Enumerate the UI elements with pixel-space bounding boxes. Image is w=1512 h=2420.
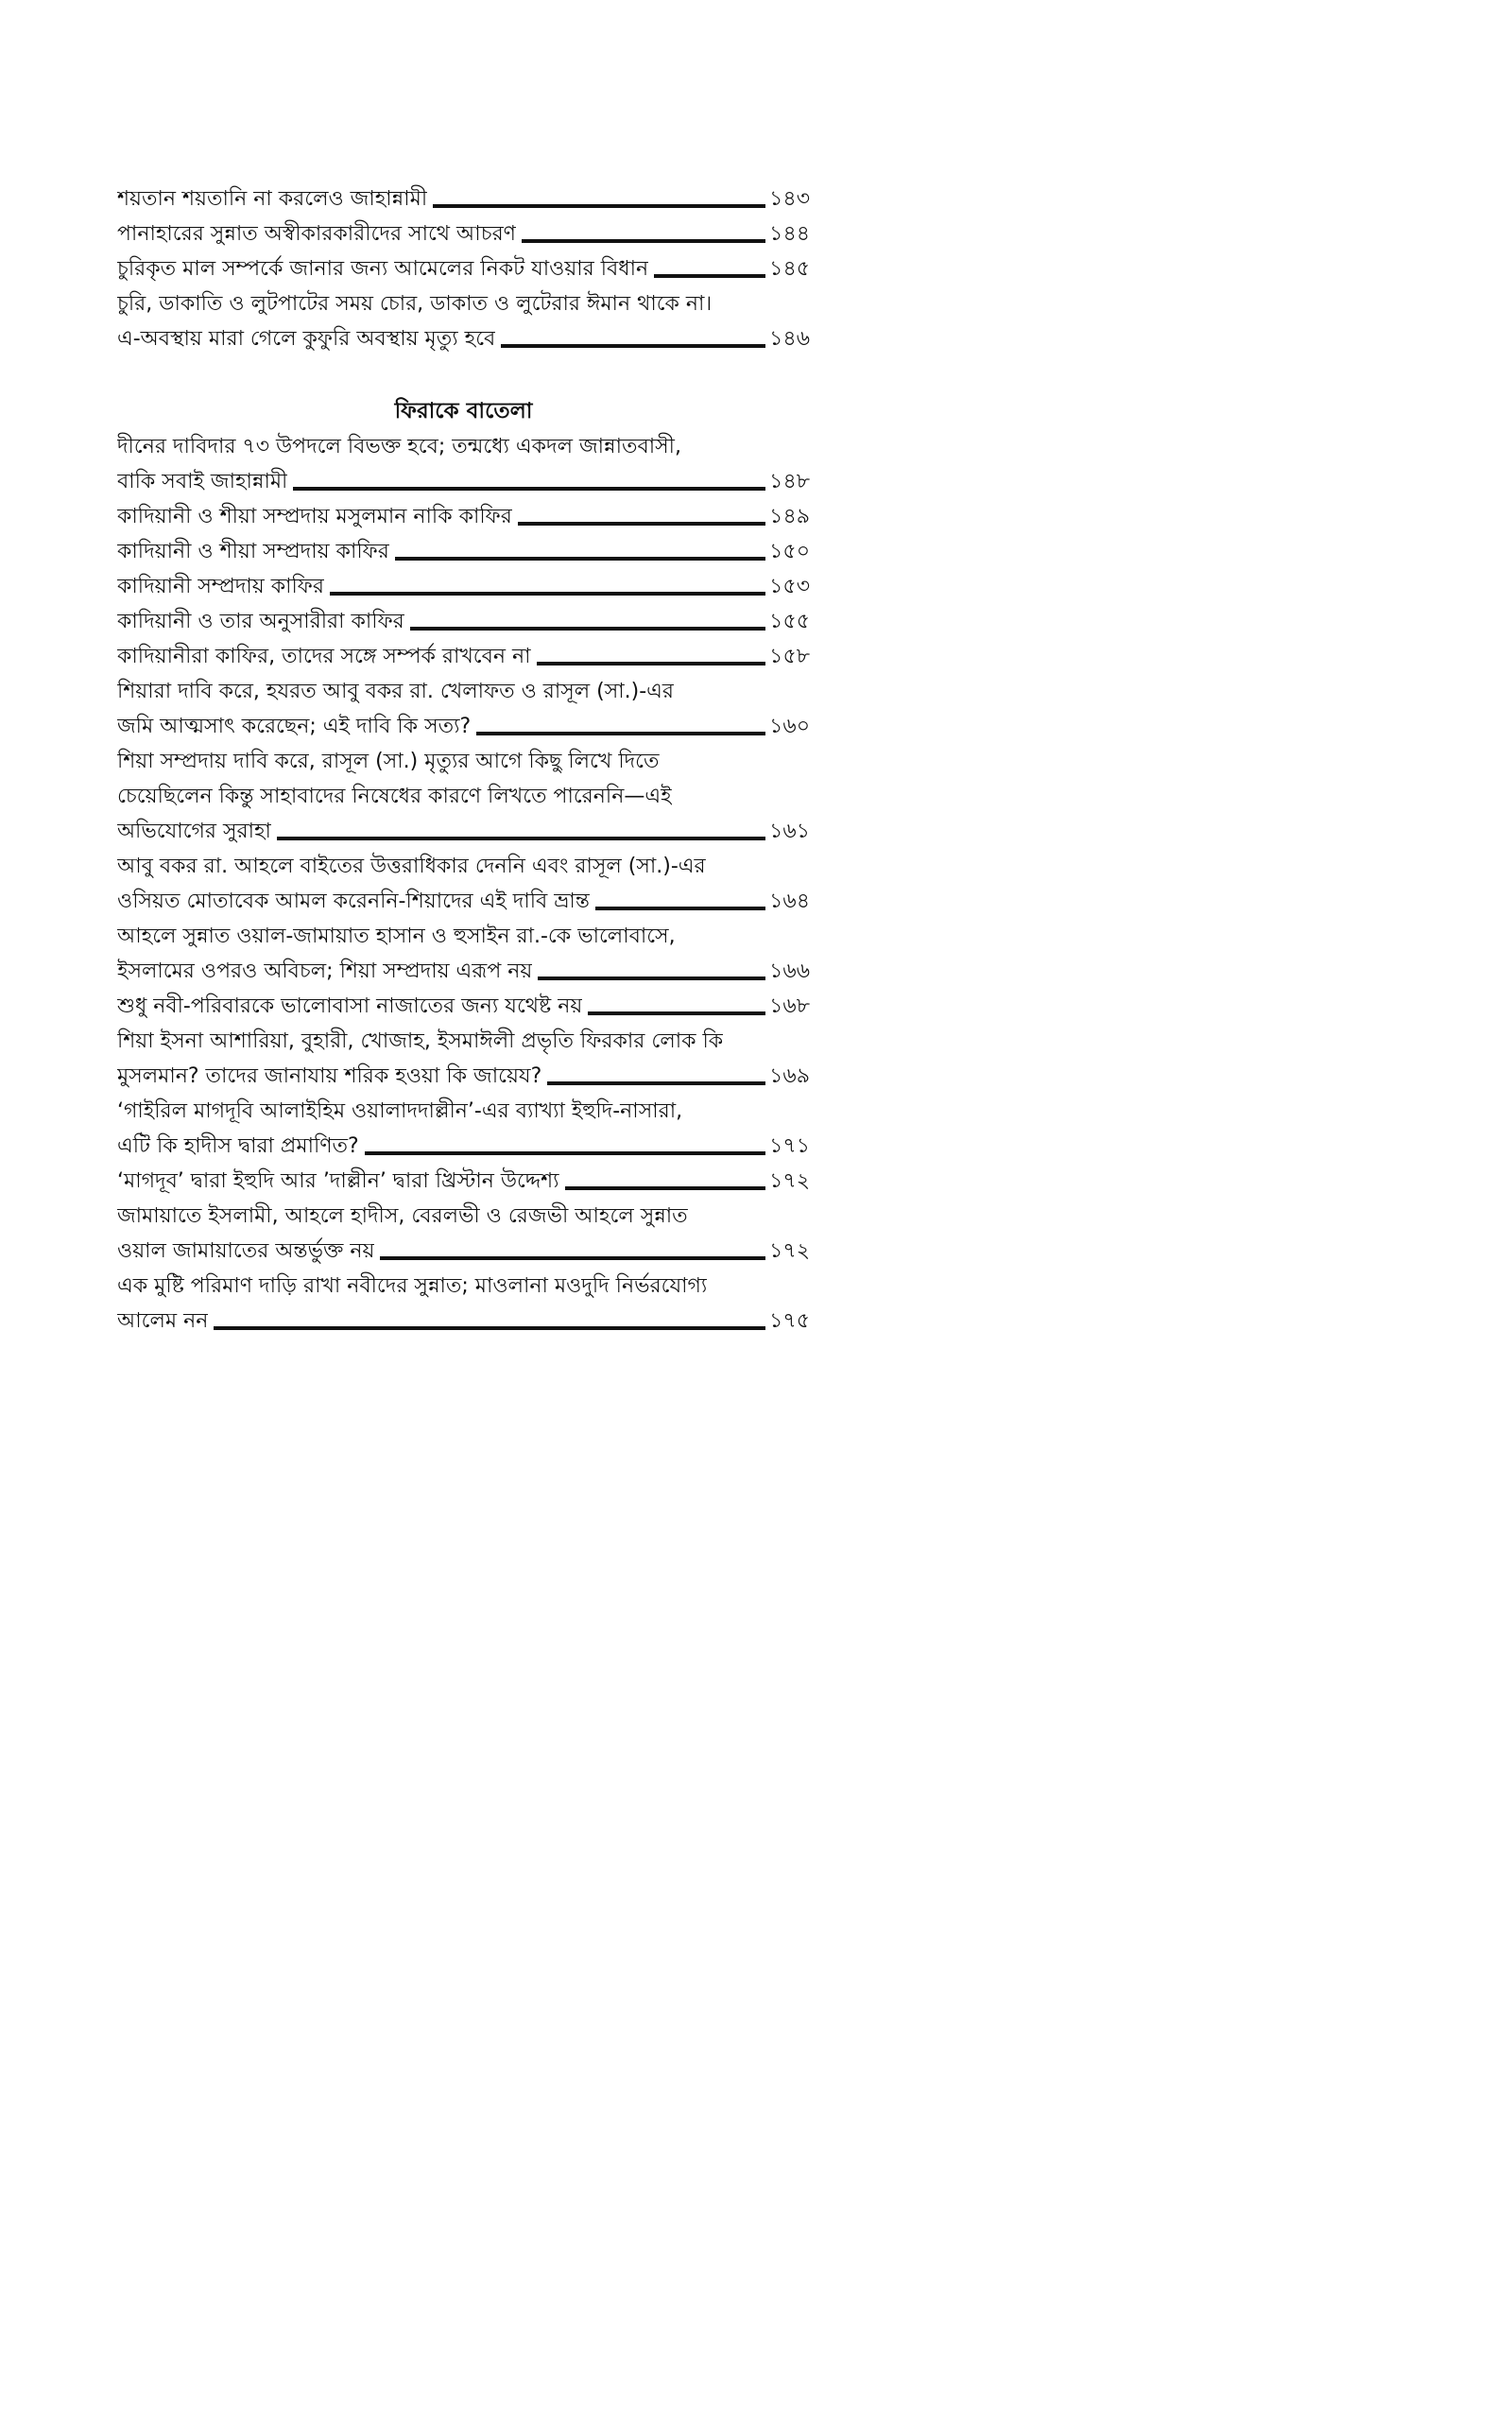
toc-entry-line xyxy=(117,251,810,286)
toc-entry-line xyxy=(117,1269,810,1304)
toc-entry xyxy=(117,639,810,674)
toc-entry-line xyxy=(117,709,810,744)
toc-entry-line xyxy=(117,814,810,849)
toc-leader-line xyxy=(595,907,765,910)
toc-leader-line xyxy=(380,1256,765,1260)
toc-entry-text: কাদিয়ানী সম্প্রদায় কাফির xyxy=(117,575,324,598)
toc-entry-text: চুরিকৃত মাল সম্পর্কে জানার জন্য আমেলের নিকট যাওয়ার বিধান xyxy=(117,257,649,281)
toc-leader-line xyxy=(433,204,765,208)
toc-page-number: ১৭১ xyxy=(769,1134,810,1158)
toc-entry-text: দীনের দাবিদার ৭৩ উপদলে বিভক্ত হবে; তন্মধ্যে একদল জান্নাতবাসী, xyxy=(117,435,681,458)
toc-page-number: ১৪৯ xyxy=(769,505,810,528)
toc-entry xyxy=(117,569,810,604)
toc-entry-line xyxy=(117,1129,810,1164)
toc-entry-text: চেয়েছিলেন কিন্তু সাহাবাদের নিষেধের কারণে লিখতে পারেননি—এই xyxy=(117,785,672,808)
toc-page-number: ১৫৩ xyxy=(769,575,810,598)
toc-entry xyxy=(117,534,810,569)
toc-top-list xyxy=(117,182,810,356)
toc-page-number: ১৬৪ xyxy=(769,890,810,913)
toc-entry-line xyxy=(117,569,810,604)
toc-page xyxy=(117,182,810,1339)
toc-entry-line xyxy=(117,744,810,779)
toc-entry-line xyxy=(117,499,810,534)
toc-entry-text: পানাহারের সুন্নাত অস্বীকারকারীদের সাথে আচরণ xyxy=(117,222,516,246)
toc-entry xyxy=(117,919,810,989)
toc-entry-line xyxy=(117,182,810,216)
toc-leader-line xyxy=(214,1326,765,1330)
toc-entry-text: বাকি সবাই জাহান্নামী xyxy=(117,470,288,493)
toc-leader-line xyxy=(522,239,765,243)
toc-entry xyxy=(117,1024,810,1094)
toc-entry-line xyxy=(117,429,810,464)
toc-entry-line xyxy=(117,1094,810,1129)
toc-entry-text: কাদিয়ানী ও শীয়া সম্প্রদায় কাফির xyxy=(117,540,389,563)
toc-entry-line xyxy=(117,1024,810,1059)
toc-entry-text: এক মুষ্টি পরিমাণ দাড়ি রাখা নবীদের সুন্নাত; মাওলানা মওদুদি নির্ভরযোগ্য xyxy=(117,1274,708,1298)
toc-entry-text: শিয়া সম্প্রদায় দাবি করে, রাসূল (সা.) মৃত্যুর আগে কিছু লিখে দিতে xyxy=(117,750,660,773)
toc-entry xyxy=(117,182,810,216)
toc-page-number: ১৭৫ xyxy=(769,1309,810,1333)
section-heading: ফিরাকে বাতেলা xyxy=(394,399,533,424)
toc-leader-line xyxy=(501,344,765,348)
toc-page-number: ১৪৬ xyxy=(769,327,810,351)
toc-page-number: ১৪৪ xyxy=(769,222,810,246)
toc-page-number: ১৫৫ xyxy=(769,610,810,633)
toc-entry-line xyxy=(117,1234,810,1269)
toc-entry xyxy=(117,499,810,534)
toc-entry-line xyxy=(117,321,810,356)
toc-page-number: ১৭২ xyxy=(769,1239,810,1263)
toc-entry-line xyxy=(117,779,810,814)
section-gap xyxy=(117,356,810,394)
toc-page-number: ১৬৯ xyxy=(769,1064,810,1088)
toc-entry-line xyxy=(117,919,810,954)
toc-entry-text: আহলে সুন্নাত ওয়াল-জামায়াত হাসান ও হুসাইন রা.-কে ভালোবাসে, xyxy=(117,925,676,948)
toc-entry xyxy=(117,1164,810,1199)
toc-entry-text: মুসলমান? তাদের জানাযায় শরিক হওয়া কি জায়েয? xyxy=(117,1064,542,1088)
toc-entry-line xyxy=(117,1164,810,1199)
toc-page-number: ১৬৬ xyxy=(769,959,810,983)
toc-entry-line xyxy=(117,849,810,884)
toc-entry xyxy=(117,1094,810,1164)
toc-page-number: ১৪৫ xyxy=(769,257,810,281)
toc-entry xyxy=(117,989,810,1024)
toc-leader-line xyxy=(588,1011,765,1015)
toc-entry-text: আবু বকর রা. আহলে বাইতের উত্তরাধিকার দেননি এবং রাসূল (সা.)-এর xyxy=(117,855,706,878)
toc-entry-text: কাদিয়ানী ও তার অনুসারীরা কাফির xyxy=(117,610,404,633)
toc-leader-line xyxy=(330,592,765,596)
toc-entry-text: কাদিয়ানী ও শীয়া সম্প্রদায় মসুলমান নাকি কাফির xyxy=(117,505,512,528)
toc-entry xyxy=(117,744,810,849)
toc-entry-text: চুরি, ডাকাতি ও লুটপাটের সময় চোর, ডাকাত ও লুটেরার ঈমান থাকে না। xyxy=(117,292,713,316)
toc-entry xyxy=(117,216,810,251)
toc-entry-text: আলেম নন xyxy=(117,1309,209,1333)
toc-entry xyxy=(117,604,810,639)
toc-entry-text: এ-অবস্থায় মারা গেলে কুফুরি অবস্থায় মৃত্যু হবে xyxy=(117,327,496,351)
toc-entry-line xyxy=(117,1059,810,1094)
toc-entry-text: ‘মাগদূব’ দ্বারা ইহুদি আর ’দাল্লীন’ দ্বারা খ্রিস্টান উদ্দেশ্য xyxy=(117,1169,559,1193)
toc-entry-text: অভিযোগের সুরাহা xyxy=(117,820,271,843)
toc-leader-line xyxy=(395,557,765,561)
toc-leader-line xyxy=(476,732,765,735)
toc-leader-line xyxy=(538,977,765,980)
toc-entry xyxy=(117,849,810,919)
toc-page-number: ১৬১ xyxy=(769,820,810,843)
toc-leader-line xyxy=(277,837,765,840)
toc-entry xyxy=(117,286,810,356)
toc-entry-text: শিয়া ইসনা আশারিয়া, বুহারী, খোজাহ, ইসমাঈলী প্রভৃতি ফিরকার লোক কি xyxy=(117,1029,724,1053)
toc-leader-line xyxy=(537,662,766,666)
toc-leader-line xyxy=(293,487,765,491)
toc-entry-text: ইসলামের ওপরও অবিচল; শিয়া সম্প্রদায় এরূপ নয় xyxy=(117,959,533,983)
toc-entry-text: ওসিয়ত মোতাবেক আমল করেননি-শিয়াদের এই দাবি ভ্রান্ত xyxy=(117,890,590,913)
toc-entry-text: জমি আত্মসাৎ করেছেন; এই দাবি কি সত্য? xyxy=(117,715,472,738)
toc-leader-line xyxy=(565,1186,766,1190)
toc-leader-line xyxy=(365,1151,765,1155)
toc-entry-text: শয়তান শয়তানি না করলেও জাহান্নামী xyxy=(117,187,428,211)
toc-entry xyxy=(117,1269,810,1339)
toc-page-number: ১৫০ xyxy=(769,540,810,563)
toc-leader-line xyxy=(518,522,765,526)
toc-leader-line xyxy=(547,1081,765,1085)
toc-entry-line xyxy=(117,1304,810,1339)
toc-entry-line xyxy=(117,534,810,569)
toc-entry xyxy=(117,674,810,744)
toc-leader-line xyxy=(654,274,765,278)
toc-section-list xyxy=(117,429,810,1339)
toc-entry-line xyxy=(117,464,810,499)
toc-entry-line xyxy=(117,286,810,321)
toc-entry-text: এটি কি হাদীস দ্বারা প্রমাণিত? xyxy=(117,1134,359,1158)
toc-page-number: ১৭২ xyxy=(769,1169,810,1193)
toc-entry xyxy=(117,1199,810,1269)
toc-entry-text: ‘গাইরিল মাগদূবি আলাইহিম ওয়ালাদদাল্লীন’-এর ব্যাখ্যা ইহুদি-নাসারা, xyxy=(117,1099,683,1123)
toc-entry-text: জামায়াতে ইসলামী, আহলে হাদীস, বেরলভী ও রেজভী আহলে সুন্নাত xyxy=(117,1204,688,1228)
toc-leader-line xyxy=(410,627,765,631)
toc-page-number: ১৪৮ xyxy=(769,470,810,493)
toc-entry-line xyxy=(117,989,810,1024)
toc-entry-line xyxy=(117,639,810,674)
toc-page-number: ১৬০ xyxy=(769,715,810,738)
toc-entry-line xyxy=(117,216,810,251)
toc-entry-line xyxy=(117,604,810,639)
toc-entry-text: কাদিয়ানীরা কাফির, তাদের সঙ্গে সম্পর্ক রাখবেন না xyxy=(117,645,531,668)
toc-entry-line xyxy=(117,674,810,709)
toc-page-number: ১৫৮ xyxy=(769,645,810,668)
toc-entry-line xyxy=(117,954,810,989)
toc-page-number: ১৪৩ xyxy=(769,187,810,211)
toc-entry xyxy=(117,429,810,499)
toc-entry-text: শিয়ারা দাবি করে, হযরত আবু বকর রা. খেলাফত ও রাসূল (সা.)-এর xyxy=(117,680,675,703)
toc-entry-text: শুধু নবী-পরিবারকে ভালোবাসা নাজাতের জন্য যথেষ্ট নয় xyxy=(117,994,583,1018)
toc-entry xyxy=(117,251,810,286)
toc-entry-line xyxy=(117,884,810,919)
toc-entry-line xyxy=(117,1199,810,1234)
toc-entry-text: ওয়াল জামায়াতের অন্তর্ভুক্ত নয় xyxy=(117,1239,375,1263)
toc-page-number: ১৬৮ xyxy=(769,994,810,1018)
